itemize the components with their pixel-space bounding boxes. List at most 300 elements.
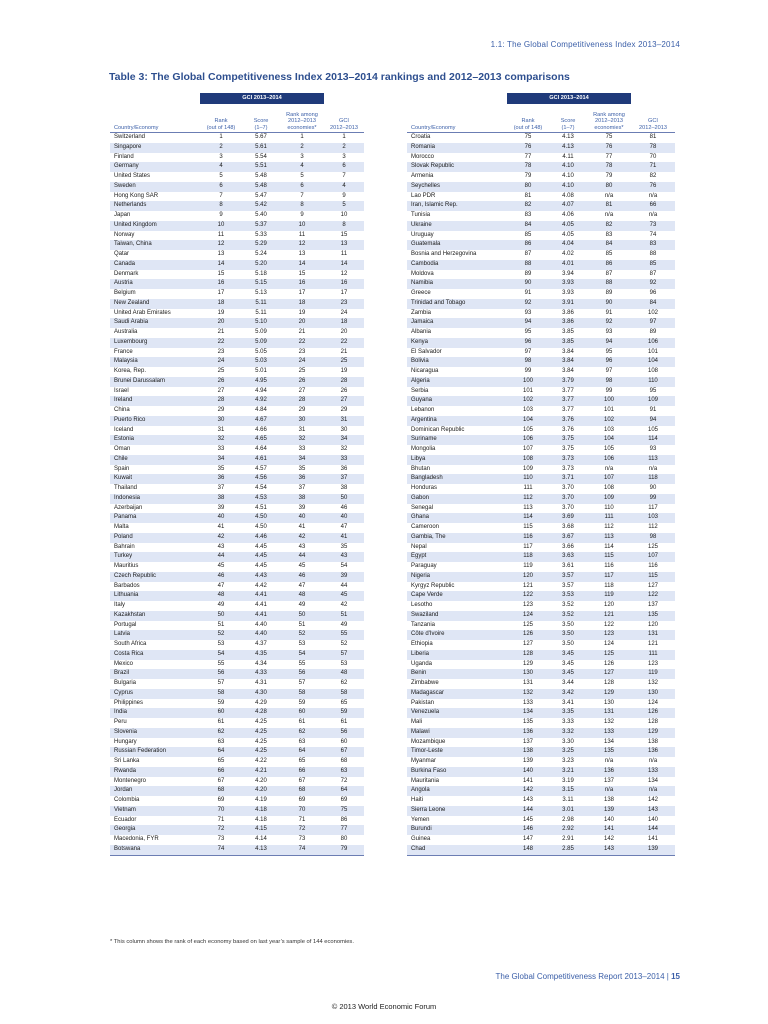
cell-country: Iceland	[114, 426, 134, 433]
cell-country: Botswana	[110, 845, 200, 855]
cell-gci-prev: 120	[647, 621, 658, 628]
table-row	[407, 591, 675, 601]
cell-rank-among: 139	[587, 806, 631, 816]
cell-score: 2.98	[562, 816, 574, 823]
cell-rank-among: 125	[587, 650, 631, 660]
cell-rank: 37	[217, 485, 225, 491]
cell-country: United Kingdom	[110, 221, 200, 231]
cell-score: 3.45	[562, 660, 574, 667]
cell-rank: 74	[200, 845, 242, 855]
cell-country: Russian Federation	[110, 747, 200, 757]
cell-rank: 137	[522, 738, 533, 745]
cell-score: 4.06	[562, 212, 574, 218]
table-row	[407, 338, 675, 348]
cell-rank-among: 34	[280, 455, 324, 465]
cell-gci-prev: 117	[648, 504, 658, 511]
col-header-country: Country/Economy	[407, 104, 507, 133]
cell-gci-prev: 8	[324, 221, 364, 231]
cell-country: Portugal	[114, 621, 137, 628]
cell-rank-among: 44	[280, 552, 324, 562]
table-row	[407, 562, 675, 572]
cell-gci-prev: 69	[340, 797, 348, 803]
cell-gci-prev: 107	[631, 552, 675, 562]
cell-gci-prev: 27	[324, 396, 364, 406]
cell-score: 5.09	[255, 329, 267, 335]
cell-gci-prev: 37	[324, 474, 364, 484]
cell-rank: 3	[219, 153, 223, 160]
table-row	[407, 796, 675, 806]
cell-rank: 145	[522, 816, 533, 823]
cell-score: 3.76	[549, 416, 587, 426]
cell-score: 3.11	[562, 797, 574, 803]
table-row	[407, 767, 675, 777]
cell-rank: 23	[217, 348, 225, 355]
table-body-left	[110, 133, 364, 856]
cell-country: Finland	[114, 153, 134, 160]
cell-rank: 60	[200, 708, 242, 718]
cell-rank: 130	[507, 669, 549, 679]
cell-rank-among: 83	[605, 231, 613, 238]
table-row	[110, 513, 364, 523]
cell-gci-prev: 19	[340, 368, 348, 374]
cell-gci-prev: 123	[647, 660, 658, 667]
cell-score: 3.50	[562, 621, 574, 628]
table-row	[110, 494, 364, 504]
cell-score: 4.02	[562, 251, 574, 257]
cell-rank-among: 143	[587, 845, 631, 855]
cell-gci-prev: 92	[631, 279, 675, 289]
cell-score: 4.20	[242, 786, 280, 796]
cell-rank: 61	[217, 719, 225, 725]
cell-rank: 147	[522, 836, 533, 842]
cell-country: Australia	[114, 329, 138, 335]
cell-score: 4.34	[255, 660, 267, 667]
cell-score: 3.15	[549, 786, 587, 796]
cell-rank-among: 141	[587, 825, 631, 835]
cell-score: 3.30	[562, 738, 574, 745]
cell-gci-prev: 10	[340, 212, 348, 218]
cell-country: Angola	[407, 786, 507, 796]
cell-gci-prev: 17	[340, 290, 348, 296]
cell-gci-prev: 56	[324, 728, 364, 738]
cell-country: Japan	[114, 212, 131, 218]
cell-country: Bosnia and Herzegovina	[411, 251, 477, 257]
table-row	[407, 825, 675, 835]
cell-rank: 28	[200, 396, 242, 406]
cell-score: 4.45	[255, 563, 267, 569]
cell-rank-among: 67	[298, 777, 306, 784]
cell-rank: 15	[217, 270, 225, 277]
cell-country: Cape Verde	[407, 591, 507, 601]
cell-gci-prev: 35	[340, 543, 348, 550]
cell-rank-among: 98	[587, 377, 631, 387]
cell-rank-among: 124	[603, 641, 614, 647]
cell-rank-among: 72	[280, 825, 324, 835]
cell-score: 4.31	[255, 680, 267, 686]
cell-gci-prev: 18	[324, 318, 364, 328]
cell-country: El Salvador	[411, 348, 442, 355]
cell-gci-prev: 134	[647, 777, 658, 784]
cell-country: Guyana	[407, 396, 507, 406]
cell-rank-among: 132	[603, 719, 614, 725]
table-row	[407, 328, 675, 338]
cell-rank: 50	[200, 611, 242, 621]
table-row	[407, 660, 675, 670]
cell-country: Sweden	[110, 182, 200, 192]
cell-rank: 116	[507, 533, 549, 543]
cell-rank-among: 20	[280, 318, 324, 328]
cell-score: 4.04	[549, 240, 587, 250]
cell-rank-among: 110	[604, 504, 614, 511]
cell-score: 5.18	[255, 270, 267, 277]
table-row	[407, 153, 675, 163]
cell-rank-among: 81	[587, 201, 631, 211]
cell-rank-among: 88	[587, 279, 631, 289]
cell-country: Suriname	[407, 435, 507, 445]
cell-country: Albania	[411, 329, 432, 335]
table-row	[110, 426, 364, 436]
table-row	[110, 474, 364, 484]
table-row	[407, 445, 675, 455]
cell-rank: 112	[507, 494, 549, 504]
cell-score: 5.29	[242, 240, 280, 250]
cell-country: Jamaica	[407, 318, 507, 328]
cell-rank-among: 97	[605, 368, 613, 374]
cell-score: 3.69	[549, 513, 587, 523]
cell-score: 3.84	[562, 348, 574, 355]
cell-country: Estonia	[110, 435, 200, 445]
cell-rank: 21	[217, 329, 225, 335]
cell-rank-among: 5	[300, 173, 304, 179]
cell-score: 5.42	[242, 201, 280, 211]
table-row	[407, 806, 675, 816]
cell-score: 3.01	[549, 806, 587, 816]
table-row	[407, 845, 675, 855]
cell-score: 3.77	[562, 387, 574, 394]
cell-country: Iran, Islamic Rep.	[407, 201, 507, 211]
cell-rank-among: 85	[605, 251, 613, 257]
cell-gci-prev: 21	[340, 348, 348, 355]
cell-gci-prev: 91	[649, 407, 657, 413]
table-row	[407, 309, 675, 319]
cell-rank-among: 123	[587, 630, 631, 640]
cell-rank-among: 63	[298, 738, 306, 745]
cell-rank-among: 135	[587, 747, 631, 757]
cell-score: 3.84	[549, 357, 587, 367]
cell-score: 4.51	[255, 504, 267, 511]
gci-band-header: GCI 2013–2014	[200, 93, 324, 104]
cell-country: Thailand	[114, 485, 138, 491]
cell-rank-among: 38	[280, 494, 324, 504]
cell-rank-among: 130	[603, 699, 614, 706]
cell-country: Burkina Faso	[407, 767, 507, 777]
cell-rank-among: 93	[605, 329, 613, 335]
cell-rank-among: 15	[298, 270, 306, 277]
cell-gci-prev: 66	[631, 201, 675, 211]
cell-score: 4.10	[549, 182, 587, 192]
table-row	[110, 445, 364, 455]
cell-rank-among: 2	[280, 143, 324, 153]
cell-country: Argentina	[407, 416, 507, 426]
cell-rank: 48	[200, 591, 242, 601]
cell-country: Gambia, The	[407, 533, 507, 543]
copyright: © 2013 World Economic Forum	[331, 1002, 437, 1011]
cell-rank: 123	[522, 602, 533, 608]
cell-score: 3.86	[562, 309, 574, 316]
cell-gci-prev: 40	[324, 513, 364, 523]
table-row	[110, 309, 364, 319]
cell-score: 3.21	[549, 767, 587, 777]
table-row	[407, 474, 675, 484]
cell-rank-among: 54	[280, 650, 324, 660]
cell-rank: 67	[217, 777, 225, 784]
table-row	[110, 825, 364, 835]
cell-gci-prev: 132	[647, 680, 658, 686]
cell-country: Ireland	[110, 396, 200, 406]
cell-country: Namibia	[407, 279, 507, 289]
cell-score: 3.85	[562, 329, 574, 335]
cell-gci-prev: 135	[631, 611, 675, 621]
table-row	[110, 182, 364, 192]
cell-score: 4.40	[242, 630, 280, 640]
cell-score: 4.14	[255, 836, 267, 842]
table-row	[110, 747, 364, 757]
cell-rank: 128	[507, 650, 549, 660]
cell-rank: 96	[507, 338, 549, 348]
cell-country: Philippines	[114, 699, 144, 706]
cell-country: Jordan	[110, 786, 200, 796]
cell-rank: 134	[507, 708, 549, 718]
cell-score: 3.50	[549, 630, 587, 640]
cell-country: Honduras	[411, 485, 438, 491]
table-row	[110, 718, 364, 728]
cell-rank: 54	[200, 650, 242, 660]
cell-gci-prev: n/a	[631, 786, 675, 796]
cell-gci-prev: 46	[340, 504, 348, 511]
cell-gci-prev: 129	[631, 728, 675, 738]
cell-gci-prev: 133	[631, 767, 675, 777]
cell-rank-among: 4	[280, 162, 324, 172]
cell-gci-prev: n/a	[648, 465, 658, 472]
cell-country: Pakistan	[411, 699, 435, 706]
cell-rank: 98	[507, 357, 549, 367]
table-row	[407, 396, 675, 406]
cell-gci-prev: 31	[324, 416, 364, 426]
cell-rank: 121	[522, 582, 533, 589]
cell-country: Liberia	[407, 650, 507, 660]
cell-gci-prev: 95	[649, 387, 657, 394]
cell-score: 3.45	[549, 650, 587, 660]
cell-rank: 19	[217, 309, 225, 316]
table-row	[407, 513, 675, 523]
cell-score: 4.66	[255, 426, 267, 433]
cell-score: 4.40	[255, 621, 267, 628]
cell-country: Chile	[110, 455, 200, 465]
cell-score: 5.15	[242, 279, 280, 289]
cell-rank-among: 62	[280, 728, 324, 738]
cell-country: Madagascar	[407, 689, 507, 699]
cell-rank-among: 111	[587, 513, 631, 523]
cell-country: Poland	[110, 533, 200, 543]
cell-gci-prev: 28	[324, 377, 364, 387]
cell-country: United States	[114, 173, 151, 179]
cell-gci-prev: n/a	[648, 758, 658, 764]
table-row	[407, 455, 675, 465]
cell-score: 4.21	[242, 767, 280, 777]
cell-gci-prev: 116	[648, 563, 658, 569]
cell-rank-among: 95	[605, 348, 613, 355]
cell-gci-prev: 105	[647, 426, 658, 433]
cell-rank: 78	[507, 162, 549, 172]
cell-score: 4.01	[549, 260, 587, 270]
table-row	[407, 611, 675, 621]
cell-country: Kuwait	[110, 474, 200, 484]
table-row	[407, 416, 675, 426]
cell-rank-among: 84	[587, 240, 631, 250]
cell-rank: 69	[217, 797, 225, 803]
cell-gci-prev: 7	[342, 173, 346, 179]
cell-country: Lesotho	[411, 602, 433, 608]
table-row	[110, 582, 364, 592]
cell-rank: 114	[507, 513, 549, 523]
cell-score: 4.45	[255, 543, 267, 550]
cell-rank: 133	[522, 699, 533, 706]
cell-country: South Africa	[114, 641, 147, 647]
cell-rank: 58	[200, 689, 242, 699]
cell-score: 4.92	[242, 396, 280, 406]
cell-score: 4.30	[242, 689, 280, 699]
cell-rank-among: 91	[605, 309, 613, 316]
cell-rank: 44	[200, 552, 242, 562]
cell-score: 4.94	[255, 387, 267, 394]
cell-country: Saudi Arabia	[110, 318, 200, 328]
cell-country: Chad	[407, 845, 507, 855]
cell-rank-among: 65	[298, 758, 306, 764]
cell-rank: 9	[219, 212, 223, 218]
cell-gci-prev: 71	[631, 162, 675, 172]
cell-rank: 104	[507, 416, 549, 426]
cell-rank-among: 7	[300, 192, 304, 199]
cell-gci-prev: 90	[649, 485, 657, 491]
table-row	[110, 348, 364, 358]
table-row	[407, 572, 675, 582]
cell-score: 3.19	[562, 777, 574, 784]
cell-country: Bolivia	[407, 357, 507, 367]
cell-country: Montenegro	[114, 777, 147, 784]
cell-rank: 4	[200, 162, 242, 172]
cell-rank-among: 58	[280, 689, 324, 699]
cell-rank: 72	[200, 825, 242, 835]
cell-gci-prev: 110	[631, 377, 675, 387]
table-row	[407, 504, 675, 514]
cell-rank-among: 126	[603, 660, 614, 667]
cell-gci-prev: 72	[340, 777, 348, 784]
table-row	[110, 601, 364, 611]
table-row	[407, 582, 675, 592]
cell-score: 5.01	[255, 368, 267, 374]
cell-gci-prev: 79	[324, 845, 364, 855]
cell-country: Norway	[114, 231, 135, 238]
cell-country: Uganda	[411, 660, 433, 667]
cell-rank: 68	[200, 786, 242, 796]
cell-rank-among: 80	[587, 182, 631, 192]
cell-gci-prev: n/a	[648, 192, 658, 199]
cell-rank-among: 42	[280, 533, 324, 543]
cell-gci-prev: 47	[340, 524, 348, 530]
cell-score: 4.41	[255, 602, 267, 608]
cell-rank-among: 35	[298, 465, 306, 472]
table-row	[407, 357, 675, 367]
cell-gci-prev: 89	[649, 329, 657, 335]
table-row	[110, 455, 364, 465]
cell-score: 5.13	[255, 290, 267, 296]
cell-country: Ethiopia	[411, 641, 433, 647]
cell-rank: 13	[217, 251, 225, 257]
cell-score: 3.67	[549, 533, 587, 543]
cell-gci-prev: 108	[647, 368, 658, 374]
cell-gci-prev: 36	[340, 465, 348, 472]
cell-rank: 110	[507, 474, 549, 484]
cell-country: Austria	[110, 279, 200, 289]
cell-rank-among: 102	[587, 416, 631, 426]
cell-rank: 46	[200, 572, 242, 582]
cell-rank: 14	[200, 260, 242, 270]
cell-gci-prev: 34	[324, 435, 364, 445]
cell-rank: 115	[523, 524, 533, 530]
cell-rank-among: 134	[603, 738, 614, 745]
cell-gci-prev: 93	[649, 446, 657, 452]
cell-country: Bahrain	[114, 543, 135, 550]
cell-rank-among: n/a	[604, 212, 614, 218]
table-row	[110, 630, 364, 640]
cell-rank-among: 107	[587, 474, 631, 484]
cell-gci-prev: 59	[324, 708, 364, 718]
col-header-score: Score (1–7)	[549, 104, 587, 133]
cell-gci-prev: 83	[631, 240, 675, 250]
cell-country: Greece	[411, 290, 431, 296]
cell-country: Nepal	[411, 543, 427, 550]
cell-gci-prev: 53	[340, 660, 348, 667]
cell-rank: 75	[524, 134, 532, 140]
cell-rank: 101	[522, 387, 533, 394]
cell-country: Yemen	[411, 816, 430, 823]
cell-rank-among: 103	[603, 426, 614, 433]
cell-country: Luxembourg	[110, 338, 200, 348]
cell-country: Sri Lanka	[114, 758, 140, 764]
cell-rank-among: 36	[280, 474, 324, 484]
cell-gci-prev: 142	[647, 797, 658, 803]
cell-rank-among: 89	[605, 290, 613, 296]
cell-country: Colombia	[114, 797, 140, 803]
cell-rank: 59	[217, 699, 225, 706]
cell-country: Panama	[110, 513, 200, 523]
gci-band-header: GCI 2013–2014	[507, 93, 631, 104]
cell-gci-prev: 9	[342, 192, 346, 199]
table-row	[110, 357, 364, 367]
cell-rank: 79	[524, 173, 532, 179]
cell-rank: 83	[524, 212, 532, 218]
table-row	[407, 621, 675, 631]
cell-rank-among: 29	[298, 407, 306, 413]
cell-country: Côte d'Ivoire	[407, 630, 507, 640]
cell-gci-prev: 52	[340, 641, 348, 647]
cell-score: 3.91	[549, 299, 587, 309]
cell-score: 5.47	[255, 192, 267, 199]
cell-rank: 7	[219, 192, 223, 199]
cell-country: Ecuador	[114, 816, 137, 823]
table-row	[110, 270, 364, 280]
cell-country: Cambodia	[407, 260, 507, 270]
